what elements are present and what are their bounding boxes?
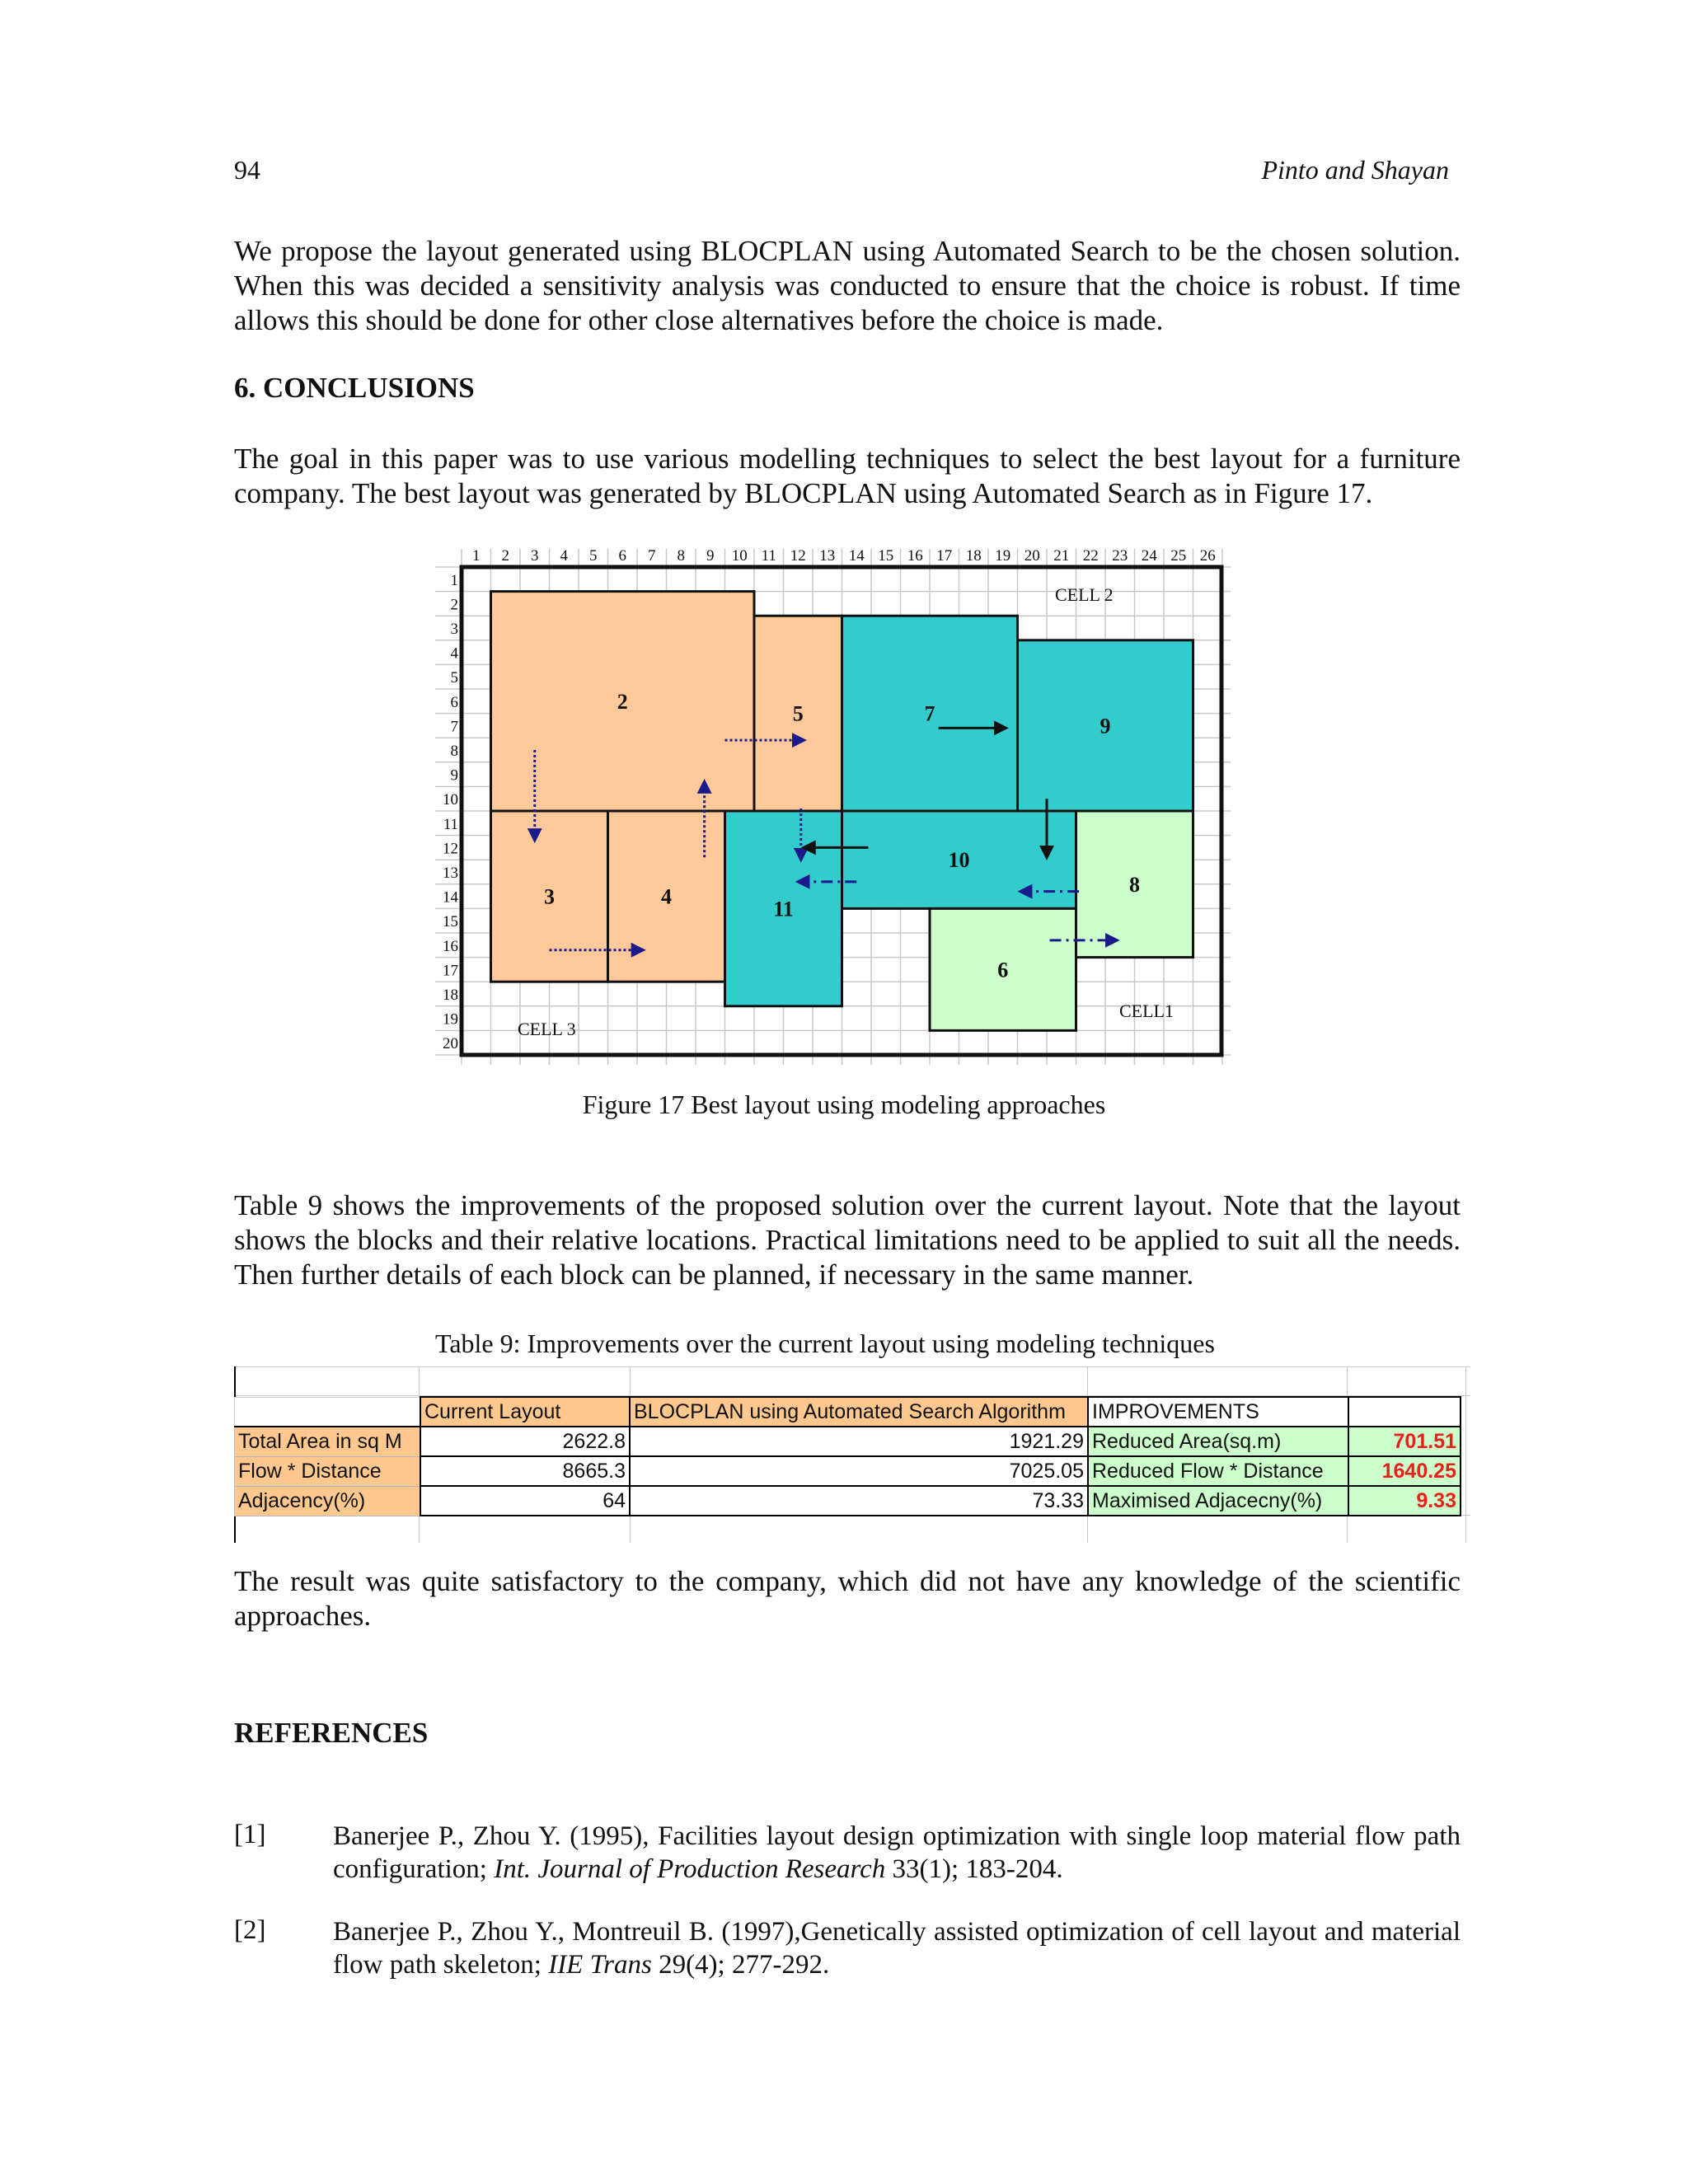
block-label-9: 9 (1100, 714, 1111, 738)
table-cell: 8665.3 (420, 1456, 630, 1486)
row-label: 18 (443, 987, 458, 1004)
column-label: 4 (560, 547, 568, 565)
column-label: 22 (1082, 547, 1099, 565)
table-cell: Reduced Flow * Distance (1088, 1456, 1348, 1486)
cell-1-label: CELL1 (1119, 1001, 1174, 1021)
column-label: 5 (589, 547, 598, 565)
column-label: 19 (995, 547, 1011, 565)
page-number: 94 (234, 155, 260, 185)
column-label: 23 (1112, 547, 1128, 565)
block-label-7: 7 (924, 701, 935, 726)
reference-entry: Banerjee P., Zhou Y. (1995), Facilities layout design optimization with single loop material flow path configuration; Int. Journal of Production Research 33(1); 183-204. (333, 1821, 1461, 1884)
table-header-row (235, 1397, 1461, 1427)
block-label-3: 3 (544, 884, 555, 909)
row-labels (443, 572, 459, 1052)
column-label: 16 (907, 547, 923, 565)
row-label: 20 (443, 1035, 458, 1053)
row-label: 19 (443, 1010, 458, 1029)
column-label: 3 (531, 547, 539, 565)
table-header-cell (235, 1397, 421, 1427)
column-label: 14 (848, 547, 865, 565)
column-label: 21 (1053, 547, 1070, 565)
figure-caption: Figure 17 Best layout using modeling approaches (582, 1090, 1106, 1119)
row-label: 5 (450, 669, 458, 687)
row-label: 15 (443, 913, 458, 931)
layout-blocks (491, 592, 1193, 1031)
table-cell: 2622.8 (420, 1427, 630, 1456)
row-label: 10 (443, 791, 458, 809)
references-heading: REFERENCES (234, 1717, 429, 1749)
row-label: 2 (450, 596, 458, 614)
column-label: 11 (761, 547, 776, 565)
table-cell: Maximised Adjacecny(%) (1088, 1486, 1348, 1516)
row-label: 1 (450, 571, 458, 589)
table-cell: Reduced Area(sq.m) (1088, 1427, 1348, 1456)
table-header-cell: BLOCPLAN using Automated Search Algorithm (630, 1397, 1088, 1427)
section-heading: 6. CONCLUSIONS (234, 372, 475, 404)
column-label: 10 (731, 547, 748, 565)
column-label: 1 (472, 547, 481, 565)
column-label: 7 (648, 547, 656, 565)
column-label: 18 (965, 547, 982, 565)
column-label: 24 (1141, 547, 1157, 565)
paragraph-4: The result was quite satisfactory to the company, which did not have any knowledge of the scientific approaches. (234, 1565, 1461, 1632)
row-label: 12 (443, 840, 458, 858)
block-label-8: 8 (1129, 872, 1140, 897)
column-label: 26 (1199, 547, 1216, 565)
block-label-5: 5 (792, 701, 804, 726)
table-cell: 1921.29 (630, 1427, 1088, 1456)
row-label: 16 (443, 937, 458, 955)
column-label: 12 (790, 547, 806, 565)
row-label: 11 (443, 815, 458, 833)
row-label: 8 (450, 743, 458, 760)
column-label: 17 (936, 547, 953, 565)
reference-number: [1] (234, 1820, 266, 1849)
row-label: 4 (450, 644, 458, 663)
row-label: 13 (443, 865, 458, 882)
block-label-2: 2 (617, 689, 628, 714)
block-label-11: 11 (773, 897, 794, 921)
column-label: 20 (1024, 547, 1040, 565)
row-label: Flow * Distance (235, 1456, 421, 1486)
column-label: 2 (501, 547, 509, 565)
reference-entry: Banerjee P., Zhou Y., Montreuil B. (1997),Genetically assisted optimization of cell layout and material flow path skeleton; IIE Trans 29(4); 277-292. (333, 1917, 1461, 1980)
column-label: 25 (1170, 547, 1187, 565)
improvements-table (234, 1396, 1461, 1516)
table-header-cell: IMPROVEMENTS (1088, 1397, 1348, 1427)
cell-3-label: CELL 3 (518, 1019, 576, 1039)
paragraph-1: We propose the layout generated using BLOCPLAN using Automated Search to be the chosen solution. When this was decided a sensitivity analysis was conducted to ensure that the choice is robust. If time allows this should be done for other close alternatives before the choice is made. (234, 235, 1461, 336)
table-cell: 73.33 (630, 1486, 1088, 1516)
table-row (235, 1456, 1461, 1486)
table-cell: 701.51 (1348, 1427, 1461, 1456)
block-label-6: 6 (997, 958, 1009, 982)
layout-figure (435, 541, 1243, 1085)
row-label: 17 (443, 962, 458, 980)
block-label-10: 10 (948, 848, 970, 873)
table-header-cell: Current Layout (420, 1397, 630, 1427)
cell-2-label: CELL 2 (1055, 584, 1114, 605)
row-label: 7 (450, 718, 458, 736)
table-row (235, 1427, 1461, 1456)
column-label: 15 (878, 547, 894, 565)
row-label: 3 (450, 621, 458, 638)
row-label: 14 (443, 888, 458, 907)
table-header-cell (1348, 1397, 1461, 1427)
table-cell: 1640.25 (1348, 1456, 1461, 1486)
block-label-4: 4 (661, 884, 672, 909)
column-labels (472, 547, 1216, 565)
paragraph-3: Table 9 shows the improvements of the proposed solution over the current layout. Note that the layout shows the blocks and their relative locations. Practical limitations need to be applied to suit all the needs. Then further details of each block can be planned, if necessary in the same manner. (234, 1189, 1461, 1291)
row-label: Total Area in sq M (235, 1427, 421, 1456)
paragraph-2: The goal in this paper was to use various modelling techniques to select the best layout for a furniture company. The best layout was generated by BLOCPLAN using Automated Search as in Figure 17. (234, 443, 1461, 509)
table-row (235, 1486, 1461, 1516)
table-caption: Table 9: Improvements over the current layout using modeling techniques (435, 1329, 1215, 1358)
table-cell: 64 (420, 1486, 630, 1516)
row-label: Adjacency(%) (235, 1486, 421, 1516)
column-label: 13 (819, 547, 836, 565)
reference-number: [2] (234, 1915, 266, 1945)
column-label: 8 (677, 547, 685, 565)
running-head: Pinto and Shayan (1261, 155, 1449, 185)
row-label: 6 (450, 693, 458, 711)
row-label: 9 (450, 766, 458, 785)
table-cell: 7025.05 (630, 1456, 1088, 1486)
table-cell: 9.33 (1348, 1486, 1461, 1516)
column-label: 9 (706, 547, 715, 565)
improvements-table-region (234, 1366, 1470, 1543)
column-label: 6 (618, 547, 626, 565)
